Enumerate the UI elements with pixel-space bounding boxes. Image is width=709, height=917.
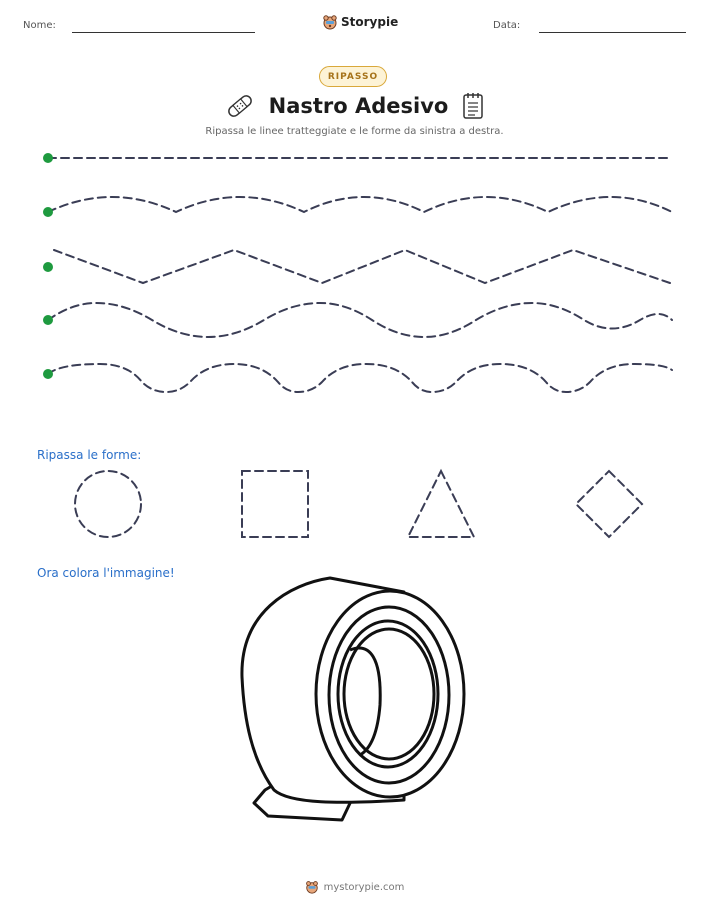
instructions: Ripassa le linee tratteggiate e le forme da sinistra a destra. — [205, 126, 504, 137]
storypie-mascot-icon — [305, 880, 319, 894]
review-badge: RIPASSO — [319, 66, 387, 87]
name-label: Nome: — [23, 20, 56, 31]
color-label: Ora colora l'immagine! — [37, 566, 175, 580]
page-title: Nastro Adesivo — [268, 94, 449, 118]
shapes-label: Ripassa le forme: — [37, 448, 142, 462]
date-label: Data: — [493, 20, 521, 31]
footer-url[interactable]: mystorypie.com — [323, 881, 405, 893]
footer — [0, 880, 709, 894]
brand-name: Storypie — [341, 15, 399, 29]
